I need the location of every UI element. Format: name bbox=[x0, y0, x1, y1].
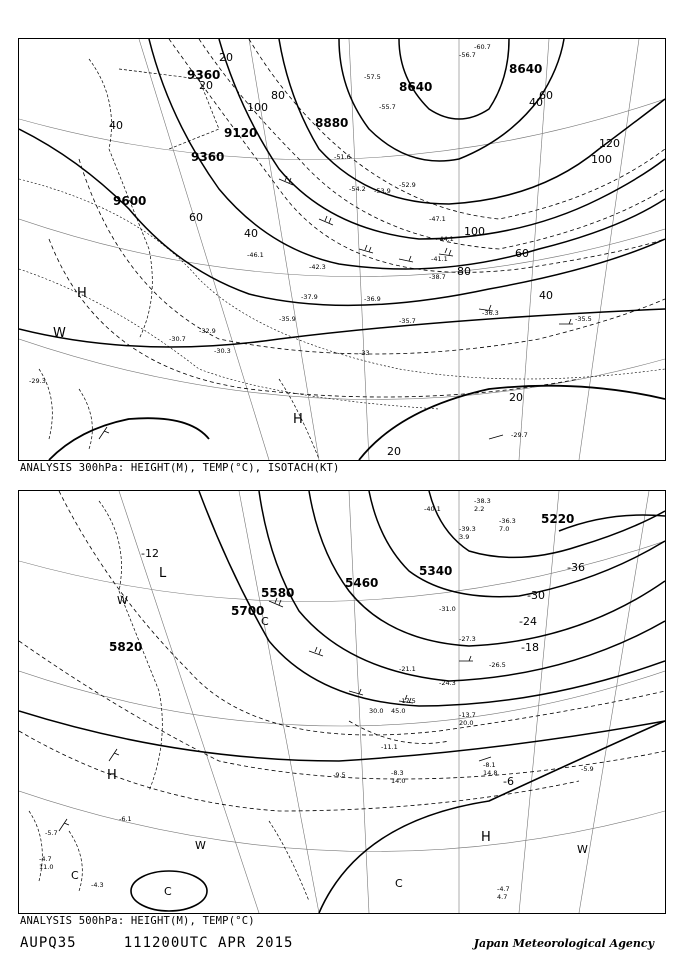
isotachs bbox=[49, 39, 665, 397]
obs-temp: 4.7 bbox=[497, 893, 508, 901]
obs-temp: -46.1 bbox=[247, 251, 264, 259]
obs-temp: -4.7 bbox=[497, 885, 510, 893]
isotach-label: 20 bbox=[219, 51, 233, 64]
obs-temp: -55.7 bbox=[379, 103, 396, 111]
low-pressure-symbol: L bbox=[159, 566, 167, 581]
isotach-label: 60 bbox=[189, 211, 203, 224]
isotherm-label: -36 bbox=[567, 561, 585, 574]
obs-temp: -17.5 bbox=[399, 697, 416, 705]
height-label: 9600 bbox=[113, 194, 147, 208]
warm-symbol: W bbox=[577, 843, 588, 856]
graticule bbox=[19, 491, 665, 913]
obs-temp: -38.3 bbox=[474, 497, 491, 505]
obs-temp: -42.3 bbox=[309, 263, 326, 271]
obs-temp: -60.7 bbox=[474, 43, 491, 51]
isotach-label: 40 bbox=[244, 227, 258, 240]
isotach-label: 20 bbox=[387, 445, 401, 458]
height-label: 9360 bbox=[187, 68, 221, 82]
obs-temp: -35.7 bbox=[399, 317, 416, 325]
obs-temp: -51.6 bbox=[334, 153, 351, 161]
cold-symbol: C bbox=[71, 869, 79, 882]
obs-temp: -4.7 bbox=[39, 855, 52, 863]
wind-barbs bbox=[59, 598, 491, 831]
obs-temp: -36.3 bbox=[482, 309, 499, 317]
obs-temp: -9.5 bbox=[333, 771, 346, 779]
obs-temp: -30.3 bbox=[214, 347, 231, 355]
height-label: 5220 bbox=[541, 512, 575, 526]
obs-temp: -29.7 bbox=[511, 431, 528, 439]
height-contours bbox=[19, 491, 665, 761]
obs-temp: -40.1 bbox=[424, 505, 441, 513]
isotach-label: 100 bbox=[247, 101, 268, 114]
isotherm-label: -18 bbox=[521, 641, 539, 654]
isotach-label: 40 bbox=[109, 119, 123, 132]
obs-temp: -54.2 bbox=[349, 185, 366, 193]
high-pressure-symbol: H bbox=[107, 768, 117, 783]
obs-temp: 14.8 bbox=[483, 769, 498, 777]
temperature-observations bbox=[29, 43, 592, 439]
isotach-label: 80 bbox=[457, 265, 471, 278]
high-pressure-symbol: H bbox=[293, 412, 303, 427]
obs-temp: -21.1 bbox=[399, 665, 416, 673]
obs-temp: -35.9 bbox=[279, 315, 296, 323]
isotherm-label: -6 bbox=[503, 775, 514, 788]
obs-temp: -24.3 bbox=[439, 679, 456, 687]
obs-temp: -57.5 bbox=[364, 73, 381, 81]
obs-temp: 11.0 bbox=[39, 863, 54, 871]
bulletin-header: AUPQ35 111200UTC APR 2015 bbox=[20, 935, 294, 951]
map-500hpa bbox=[18, 490, 666, 914]
warm-symbol: W bbox=[195, 839, 206, 852]
height-label: 5820 bbox=[109, 640, 143, 654]
obs-temp: -35.5 bbox=[575, 315, 592, 323]
isotherm-label: -24 bbox=[519, 615, 537, 628]
isotach-label: 40 bbox=[539, 289, 553, 302]
isotach-label: 120 bbox=[599, 137, 620, 150]
obs-temp: -31.0 bbox=[439, 605, 456, 613]
isotach-label: 40 bbox=[529, 96, 543, 109]
obs-temp: -37.9 bbox=[301, 293, 318, 301]
height-label: 8880 bbox=[315, 116, 349, 130]
obs-temp: -5.7 bbox=[45, 829, 58, 837]
obs-temp: -4.3 bbox=[91, 881, 104, 889]
obs-temp: 2.2 bbox=[474, 505, 485, 513]
isotherms bbox=[19, 179, 665, 409]
cold-symbol: C bbox=[164, 885, 172, 898]
isotach-label: 20 bbox=[199, 79, 213, 92]
height-label: 9120 bbox=[224, 126, 258, 140]
obs-temp: -39.3 bbox=[459, 525, 476, 533]
caption-500hpa: ANALYSIS 500hPa: HEIGHT(M), TEMP(°C) bbox=[20, 915, 255, 927]
obs-temp: -53.9 bbox=[374, 187, 391, 195]
isotach-label: 60 bbox=[539, 89, 553, 102]
obs-temp: -52.9 bbox=[399, 181, 416, 189]
isotach-label: 100 bbox=[464, 225, 485, 238]
obs-temp: -36.3 bbox=[499, 517, 516, 525]
height-contours bbox=[19, 39, 665, 347]
obs-temp: -36.9 bbox=[364, 295, 381, 303]
agency-credit: Japan Meteorological Agency bbox=[473, 937, 654, 950]
obs-temp: -30.7 bbox=[169, 335, 186, 343]
obs-temp: 20.0 bbox=[459, 719, 474, 727]
obs-temp: -5.9 bbox=[581, 765, 594, 773]
warm-symbol: W bbox=[53, 326, 66, 341]
obs-temp: -13.7 bbox=[459, 711, 476, 719]
high-pressure-symbol: H bbox=[77, 286, 87, 301]
cold-symbol: C bbox=[261, 615, 269, 628]
coastlines bbox=[29, 501, 309, 901]
cold-symbol: C bbox=[395, 877, 403, 890]
height-label: 9360 bbox=[191, 150, 225, 164]
obs-temp: -27.3 bbox=[459, 635, 476, 643]
obs-temp: -44.1 bbox=[437, 235, 454, 243]
obs-temp: -47.1 bbox=[429, 215, 446, 223]
caption-300hpa: ANALYSIS 300hPa: HEIGHT(M), TEMP(°C), ISOTACH(KT) bbox=[20, 462, 340, 474]
isotach-label: 20 bbox=[509, 391, 523, 404]
obs-temp: 7.0 bbox=[499, 525, 510, 533]
isotach-label: 80 bbox=[271, 89, 285, 102]
obs-temp: -32.9 bbox=[199, 327, 216, 335]
map-300hpa bbox=[18, 38, 666, 461]
height-label: 5700 bbox=[231, 604, 265, 618]
obs-temp: -56.7 bbox=[459, 51, 476, 59]
coastlines bbox=[39, 59, 319, 459]
isotherm-label: -12 bbox=[141, 547, 159, 560]
obs-temp: 45.0 bbox=[391, 707, 406, 715]
obs-temp: -8.3 bbox=[391, 769, 404, 777]
obs-temp: -33 bbox=[359, 349, 370, 357]
isotach-label: 100 bbox=[591, 153, 612, 166]
obs-temp: -38.7 bbox=[429, 273, 446, 281]
obs-temp: -26.5 bbox=[489, 661, 506, 669]
high-pressure-symbol: H bbox=[481, 830, 491, 845]
isotherm-label: -30 bbox=[527, 589, 545, 602]
map-500hpa-canvas bbox=[19, 491, 665, 913]
obs-temp: 3.9 bbox=[459, 533, 470, 541]
graticule bbox=[19, 39, 665, 460]
height-label: 8640 bbox=[399, 80, 433, 94]
obs-temp: 30.0 bbox=[369, 707, 384, 715]
obs-temp: -6.1 bbox=[119, 815, 132, 823]
isotach-label: 60 bbox=[515, 247, 529, 260]
warm-symbol: W bbox=[117, 594, 128, 607]
height-label: 5460 bbox=[345, 576, 379, 590]
height-label: 8640 bbox=[509, 62, 543, 76]
obs-temp: -29.3 bbox=[29, 377, 46, 385]
obs-temp: -11.1 bbox=[381, 743, 398, 751]
map-300hpa-canvas bbox=[19, 39, 665, 460]
obs-temp: -41.1 bbox=[431, 255, 448, 263]
height-label: 5340 bbox=[419, 564, 453, 578]
obs-temp: 14.0 bbox=[391, 777, 406, 785]
obs-temp: -8.1 bbox=[483, 761, 496, 769]
height-label: 5580 bbox=[261, 586, 295, 600]
